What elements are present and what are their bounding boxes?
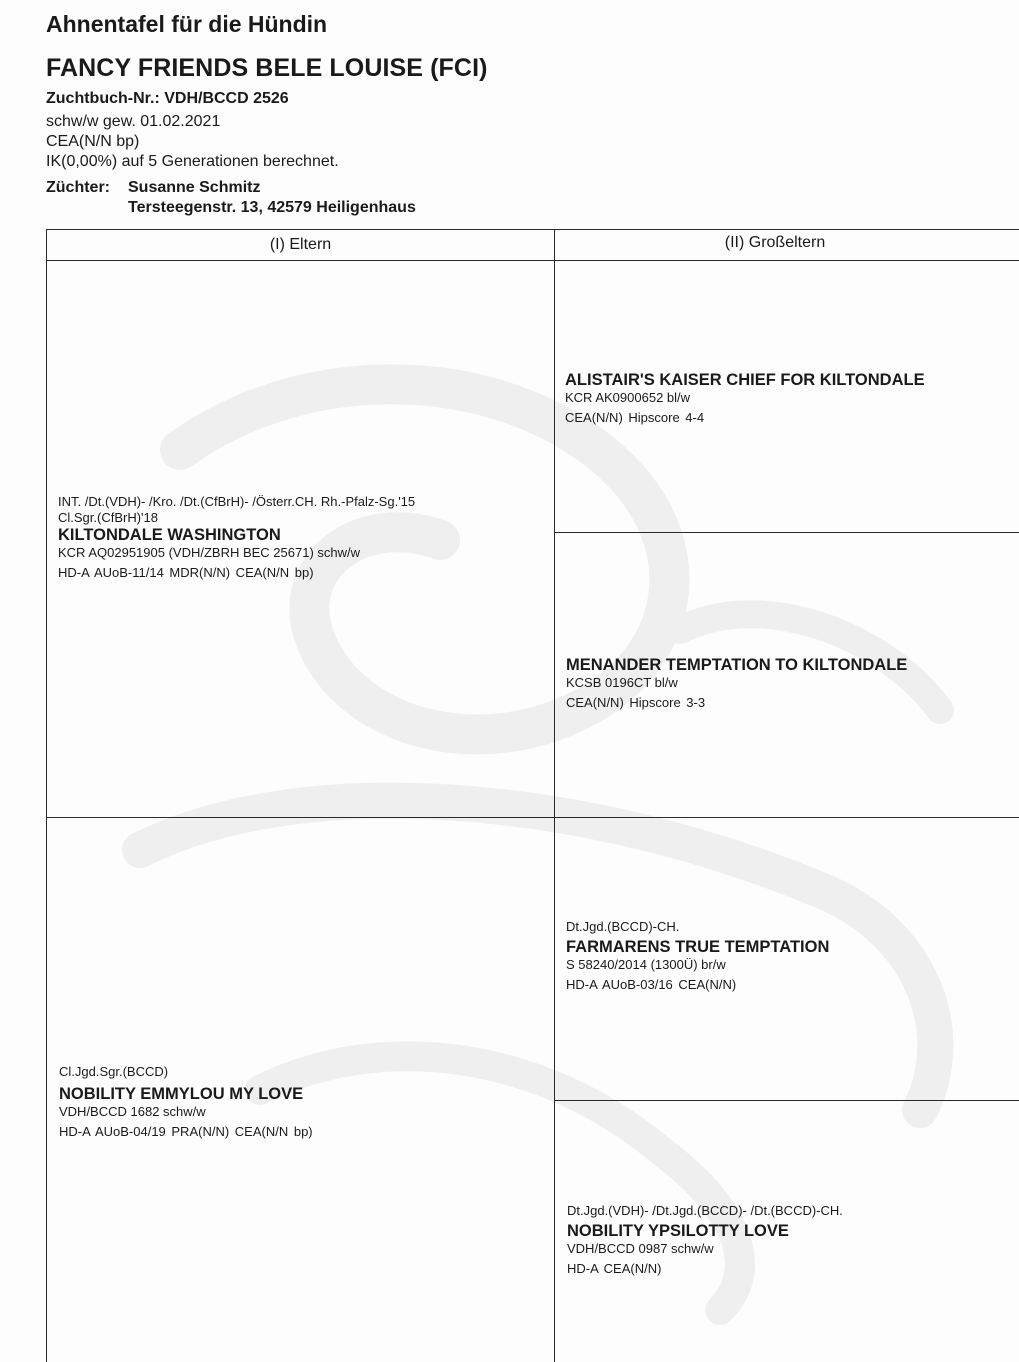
sire-registration: KCR AQ02951905 (VDH/ZBRH BEC 25671) schw/w: [58, 545, 361, 560]
grandparent-name: MENANDER TEMPTATION TO KILTONDALE: [566, 656, 908, 674]
grandparents-divider-upper: [554, 532, 1019, 533]
grandparent-name: NOBILITY YPSILOTTY LOVE: [567, 1222, 789, 1240]
dam-entry: [59, 1064, 313, 1139]
document-title: Ahnentafel für die Hündin: [46, 11, 328, 37]
header-divider: [46, 260, 1019, 261]
grandparents-divider-lower: [554, 1100, 1019, 1101]
grandparent-titles: Dt.Jgd.(VDH)- /Dt.Jgd.(BCCD)- /Dt.(BCCD)-CH.: [567, 1203, 843, 1218]
grandparent-health: CEA(N/N) Hipscore 4-4: [565, 410, 705, 425]
table-left-border: [46, 229, 47, 1362]
sire-titles-line2: Cl.Sgr.(CfBrH)'18: [58, 510, 159, 525]
breeder-label: Züchter:: [46, 179, 110, 196]
column-header-parents: (I) Eltern: [269, 236, 332, 253]
cea-status: CEA(N/N bp): [46, 133, 140, 150]
dog-name: FANCY FRIENDS BELE LOUISE (FCI): [46, 54, 488, 82]
dam-titles: Cl.Jgd.Sgr.(BCCD): [59, 1064, 169, 1079]
column-header-grandparents: (II) Großeltern: [724, 234, 826, 251]
sire-entry: [58, 494, 415, 580]
dam-health: HD-A AUoB-04/19 PRA(N/N) CEA(N/N bp): [59, 1124, 313, 1139]
document-header: [46, 8, 488, 218]
breeder-address: Tersteegenstr. 13, 42579 Heiligenhaus: [128, 199, 416, 216]
breeder-details: [128, 178, 416, 218]
grandparent-entry-1: [565, 370, 925, 425]
sire-titles: INT. /Dt.(VDH)- /Kro. /Dt.(CfBrH)- /Österr.CH. Rh.-Pfalz-Sg.'15: [58, 494, 416, 509]
grandparent-entry-4: [567, 1203, 843, 1276]
grandparent-registration: KCSB 0196CT bl/w: [566, 675, 678, 690]
table-top-border: [46, 229, 1019, 230]
grandparent-health: HD-A CEA(N/N): [567, 1261, 662, 1276]
grandparent-registration: S 58240/2014 (1300Ü) br/w: [566, 957, 726, 972]
dam-name: NOBILITY EMMYLOU MY LOVE: [59, 1085, 304, 1103]
grandparent-health: CEA(N/N) Hipscore 3-3: [566, 695, 706, 710]
grandparent-titles: Dt.Jgd.(BCCD)-CH.: [566, 919, 680, 934]
grandparent-entry-3: [566, 919, 829, 992]
color-birth-date: schw/w gew. 01.02.2021: [46, 113, 221, 130]
dam-registration: VDH/BCCD 1682 schw/w: [59, 1104, 206, 1119]
grandparent-health: HD-A AUoB-03/16 CEA(N/N): [566, 977, 737, 992]
sire-health: HD-A AUoB-11/14 MDR(N/N) CEA(N/N bp): [58, 565, 314, 580]
grandparent-registration: KCR AK0900652 bl/w: [565, 390, 691, 405]
grandparent-entry-2: [566, 655, 907, 710]
column-divider: [554, 229, 555, 1362]
parents-divider: [46, 817, 1019, 818]
inbreeding-coefficient: IK(0,00%) auf 5 Generationen berechnet.: [46, 153, 339, 170]
watermark-graphic: [60, 330, 1019, 1330]
studbook-number: Zuchtbuch-Nr.: VDH/BCCD 2526: [46, 90, 289, 107]
sire-name: KILTONDALE WASHINGTON: [58, 526, 281, 544]
grandparent-name: ALISTAIR'S KAISER CHIEF FOR KILTONDALE: [565, 371, 925, 389]
breeder-block: [46, 178, 488, 218]
grandparent-name: FARMARENS TRUE TEMPTATION: [566, 938, 830, 956]
breeder-name: Susanne Schmitz: [128, 179, 261, 196]
grandparent-registration: VDH/BCCD 0987 schw/w: [567, 1241, 714, 1256]
